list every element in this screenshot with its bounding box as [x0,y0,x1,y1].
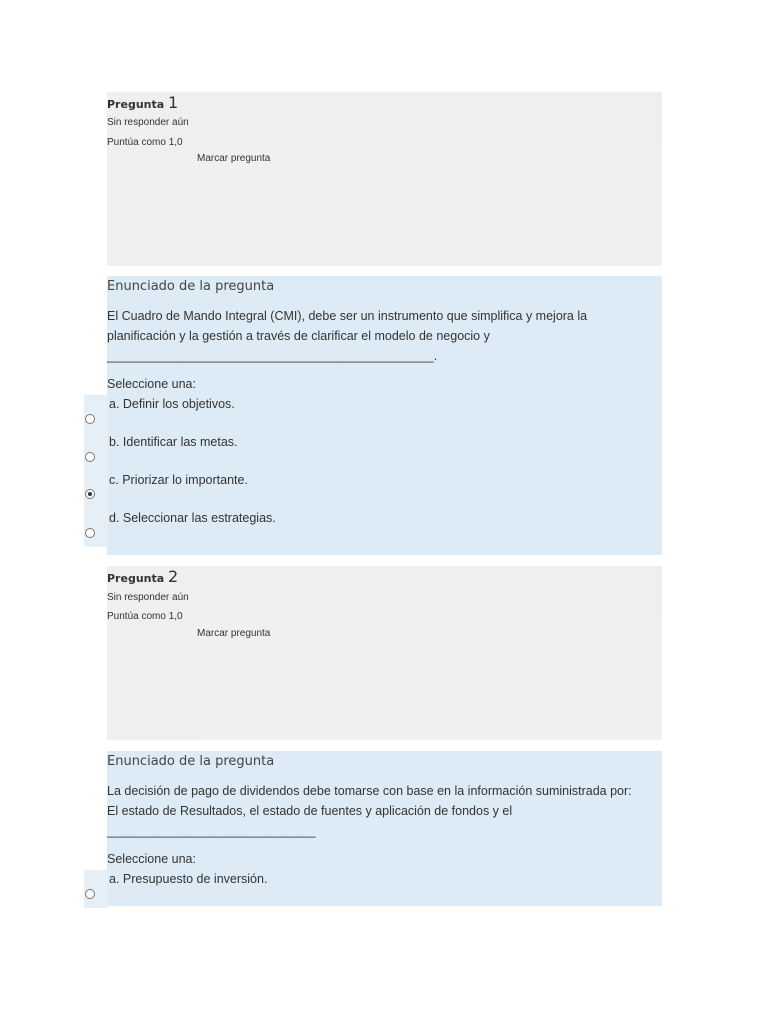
question-label: Pregunta [107,572,165,585]
option-label[interactable]: c. Priorizar lo importante. [109,473,248,487]
question-text [107,781,662,841]
option-label[interactable]: d. Seleccionar las estrategias. [109,511,276,525]
question-text-line: _______________________________________________. [107,349,438,363]
question-2-info [107,566,662,740]
radio-option-d[interactable] [85,528,95,538]
radio-option-c[interactable] [85,489,95,499]
question-heading: Enunciado de la pregunta [107,754,275,769]
question-state: Sin responder aún [107,117,189,128]
question-1-info [107,92,662,266]
question-text [107,306,662,366]
option-label[interactable]: b. Identificar las metas. [109,435,238,449]
select-prompt: Seleccione una: [107,852,196,866]
radio-option-b[interactable] [85,452,95,462]
flag-question-link[interactable]: Marcar pregunta [197,628,271,639]
question-text-line: El estado de Resultados, el estado de fuentes y aplicación de fondos y el [107,804,513,818]
question-number [107,93,178,112]
question-text-line: El Cuadro de Mando Integral (CMI), debe ser un instrumento que simplifica y mejora la [107,309,588,323]
radio-option-a[interactable] [85,414,95,424]
question-text-line: planificación y la gestión a través de clarificar el modelo de negocio y [107,329,490,343]
question-heading: Enunciado de la pregunta [107,279,275,294]
question-grade: Puntúa como 1,0 [107,137,183,148]
select-prompt: Seleccione una: [107,377,196,391]
question-number-value: 1 [168,93,179,112]
question-label: Pregunta [107,98,165,111]
question-state: Sin responder aún [107,592,189,603]
question-grade: Puntúa como 1,0 [107,611,183,622]
option-label[interactable]: a. Presupuesto de inversión. [109,872,268,886]
question-text-line: ______________________________ [107,824,316,838]
radio-option-a[interactable] [85,889,95,899]
question-text-line: La decisión de pago de dividendos debe tomarse con base en la información suministrada por: [107,784,632,798]
option-label[interactable]: a. Definir los objetivos. [109,397,235,411]
flag-question-link[interactable]: Marcar pregunta [197,153,271,164]
question-number [107,567,178,586]
question-number-value: 2 [168,567,179,586]
